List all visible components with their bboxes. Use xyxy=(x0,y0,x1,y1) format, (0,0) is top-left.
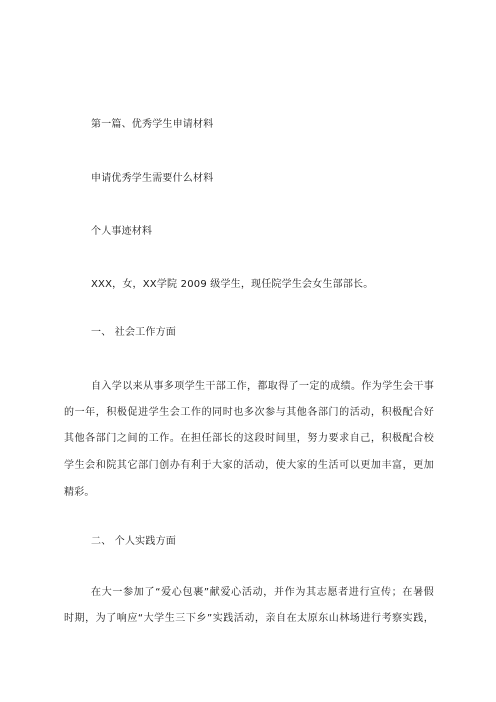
heading-application-materials: 申请优秀学生需要什么材料 xyxy=(91,173,214,184)
section1-paragraph-line: 精彩。 xyxy=(64,487,95,498)
intro-line: XXX，女，XX学院 2009 级学生，现任院学生会女生部部长。 xyxy=(91,279,374,290)
section2-paragraph-line: 时期，为了响应“大学生三下乡”实践活动，亲自在太原东山林场进行考察实践， xyxy=(64,613,434,624)
section1-paragraph-line: 的一年，积极促进学生会工作的同时也多次参与其他各部门的活动，积极配合好 xyxy=(64,407,434,418)
heading-personal-deeds: 个人事迹材料 xyxy=(91,226,153,237)
section2-title: 二、 个人实践方面 xyxy=(91,536,176,547)
section1-title: 一、 社会工作方面 xyxy=(91,327,176,338)
section1-paragraph-line: 自入学以来从事多项学生干部工作，都取得了一定的成绩。作为学生会干事 xyxy=(91,381,434,392)
section1-paragraph-line: 学生会和院其它部门创办有利于大家的活动，使大家的生活可以更加丰富，更加 xyxy=(64,460,434,471)
heading-part-one: 第一篇、优秀学生申请材料 xyxy=(91,119,214,130)
section2-paragraph-line: 在大一参加了“爱心包裹”献爱心活动，并作为其志愿者进行宣传；在暑假 xyxy=(91,587,434,598)
section1-paragraph-line: 其他各部门之间的工作。在担任部长的这段时间里，努力要求自己，积极配合校 xyxy=(64,433,434,444)
